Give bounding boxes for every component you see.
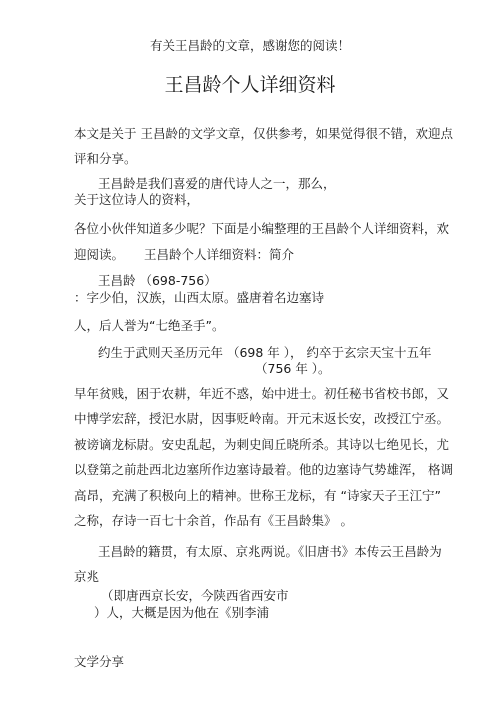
- body-line: （即唐西京长安，今陕西省西安市: [101, 588, 289, 603]
- page-title: 王昌龄个人详细资料: [164, 74, 336, 96]
- body-line: 王昌龄个人详细资料：简介: [144, 247, 295, 262]
- body-line: 王昌龄是我们喜爱的唐代诗人之一，那么，: [98, 176, 336, 191]
- body-line: 之称，存诗一百七十余首，作品有《王昌龄集》 。: [74, 513, 353, 528]
- body-line: 京兆: [74, 569, 100, 584]
- body-line: 本文是关于 王昌龄的文学文章，仅供参考，如果觉得很不错，欢迎点: [74, 126, 453, 141]
- body-line: 约生于武则天圣历元年 （698 年 ）， 约卒于玄宗天宝十五年: [98, 345, 432, 360]
- body-line: 迎阅读。: [74, 247, 125, 262]
- body-line: 王昌龄的籍贯，有太原、京兆两说。《旧唐书》本传云王昌龄为: [98, 544, 442, 559]
- page-header: 有关王昌龄的文章，感谢您的阅读！: [149, 38, 350, 53]
- body-line: 关于这位诗人的资料，: [74, 192, 200, 207]
- body-line: 被谤谪龙标尉。安史乱起，为刺史闾丘晓所杀。其诗以七绝见长，尤: [74, 437, 450, 452]
- body-line: 王昌龄 （698-756）: [98, 273, 217, 288]
- body-line: ：字少伯，汉族，山西太原。盛唐着名边塞诗: [74, 290, 325, 305]
- page-footer: 文学分享: [74, 654, 125, 669]
- body-line: 中博学宏辞，授汜水尉，因事贬岭南。开元末返长安，改授江宁丞。: [74, 411, 450, 426]
- body-line: 人，后人誉为“七绝圣手”。: [74, 318, 225, 333]
- body-line: 各位小伙伴知道多少呢？下面是小编整理的王昌龄个人详细资料，欢: [74, 221, 450, 236]
- body-line: 早年贫贱，困于农耕，年近不惑，始中进士。初任秘书省校书郎，又: [74, 386, 450, 401]
- body-line: （756 年 ）。: [255, 361, 331, 376]
- body-line: 高昂，充满了积极向上的精神。世称王龙标，有 “诗家天子王江宁”: [74, 488, 441, 503]
- body-line: 以登第之前赴西北边塞所作边塞诗最着。他的边塞诗气势雄浑， 格调: [74, 462, 453, 477]
- body-line: 评和分享。: [74, 151, 137, 166]
- body-line: ）人，大概是因为他在《别李浦: [94, 605, 270, 620]
